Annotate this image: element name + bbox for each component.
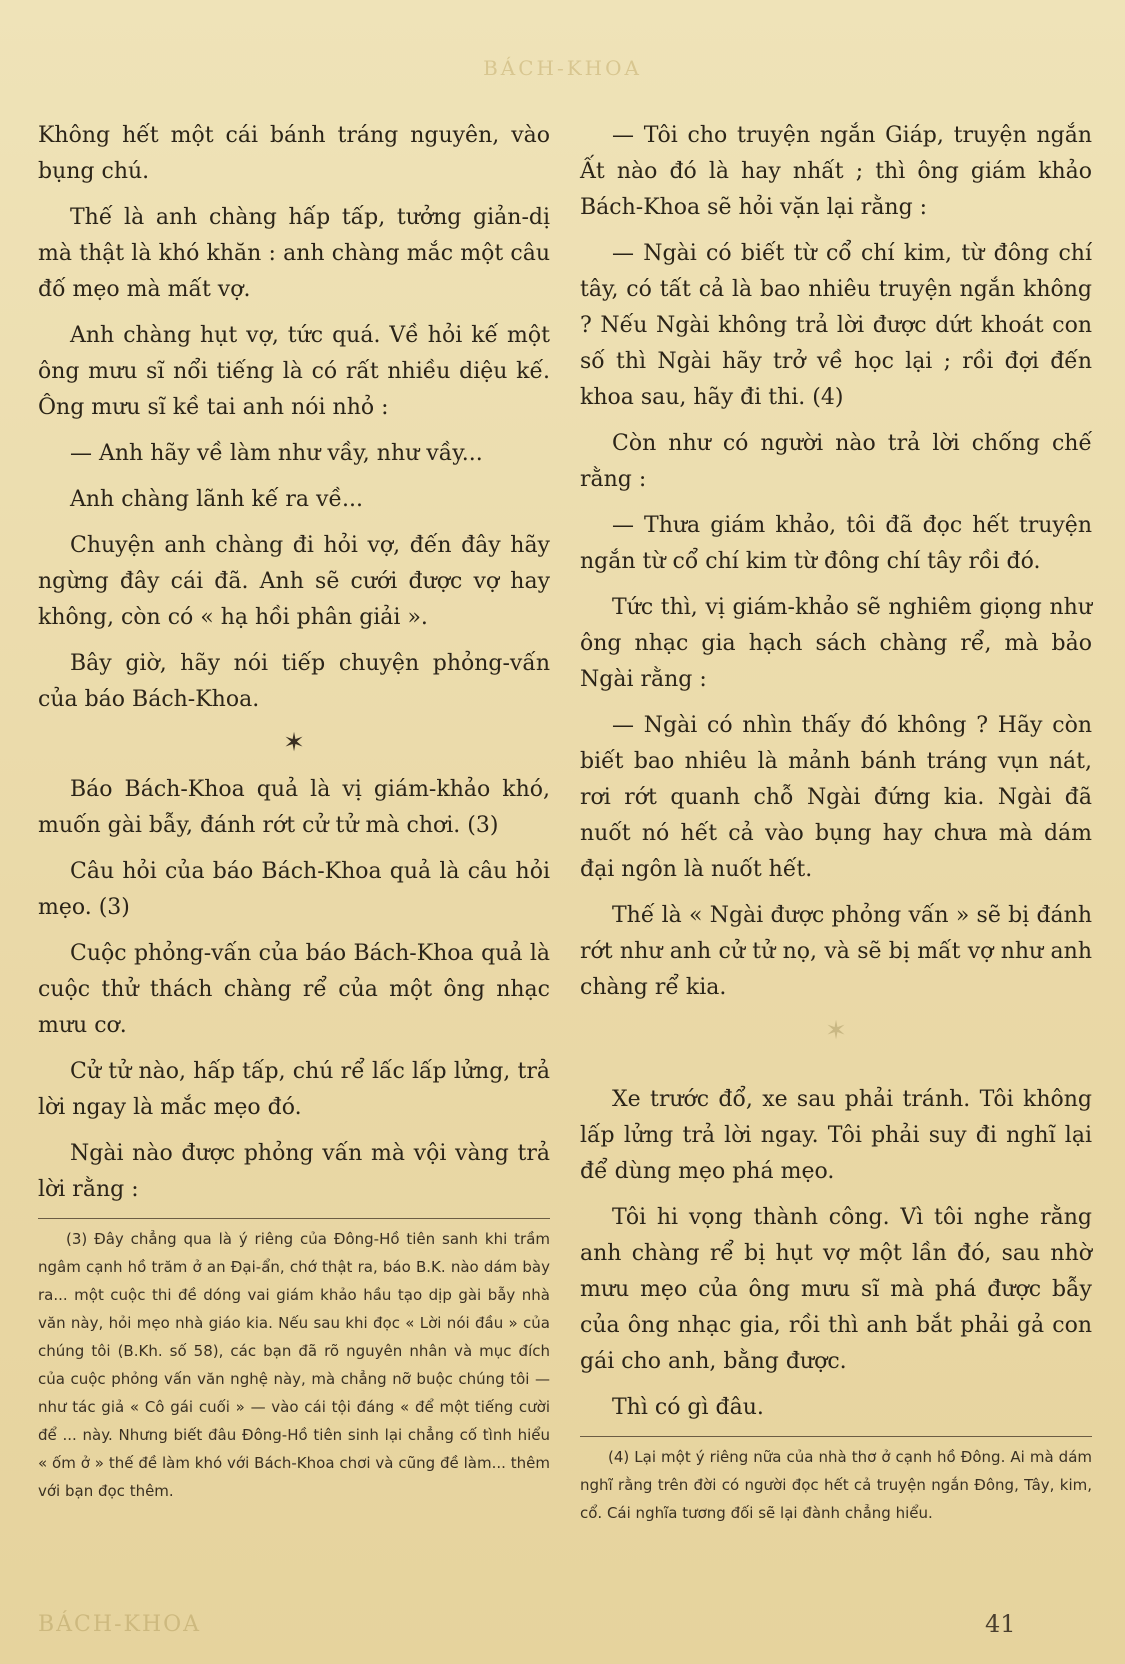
body-paragraph: Cuộc phỏng-vấn của báo Bách-Khoa quả là cuộc thử thách chàng rể của một ông nhạc mưu cơ. <box>38 941 550 1038</box>
body-paragraph: Báo Bách-Khoa quả là vị giám-khảo khó, muốn gài bẫy, đánh rớt cử tử mà chơi. (3) <box>38 777 550 838</box>
body-paragraph: Thế là anh chàng hấp tấp, tưởng giản-dị mà thật là khó khăn : anh chàng mắc một câu đố mẹo mà mất vợ. <box>38 205 550 302</box>
body-paragraph: Còn như có người nào trả lời chống chế rằng : <box>580 431 1092 492</box>
body-paragraph: Chuyện anh chàng đi hỏi vợ, đến đây hãy ngừng đây cái đã. Anh sẽ cưới được vợ hay không, còn có « hạ hồi phân giải ». <box>38 533 550 630</box>
right-column <box>580 118 1092 1527</box>
body-paragraph: — Ngài có biết từ cổ chí kim, từ đông chí tây, có tất cả là bao nhiêu truyện ngắn không ? Nếu Ngài không trả lời được dứt khoát con số thì Ngài hãy trở về học lại ; rồi đợi đến khoa sau, hãy đi thi. (4) <box>580 241 1092 410</box>
body-paragraph: Tức thì, vị giám-khảo sẽ nghiêm giọng như ông nhạc gia hạch sách chàng rể, mà bảo Ngài rằng : <box>580 595 1092 692</box>
section-break-ornament: ✶ <box>283 728 305 758</box>
body-paragraph: Anh chàng hụt vợ, tức quá. Về hỏi kế một ông mưu sĩ nổi tiếng là có rất nhiều diệu kế. Ông mưu sĩ kề tai anh nói nhỏ : <box>38 323 550 420</box>
body-paragraph: Ngài nào được phỏng vấn mà vội vàng trả lời rằng : <box>38 1141 550 1202</box>
footnote-divider <box>580 1436 1092 1437</box>
body-paragraph: Thì có gì đâu. <box>612 1395 764 1420</box>
body-paragraph: Cử tử nào, hấp tấp, chú rể lấc lấp lửng, trả lời ngay là mắc mẹo đó. <box>38 1059 550 1120</box>
body-paragraph: Tôi hi vọng thành công. Vì tôi nghe rằng anh chàng rể bị hụt vợ một lần đó, sau nhờ mưu mẹo của ông mưu sĩ mà phá được bẫy của ông nhạc gia, rồi thì anh bắt phải gả con gái cho anh, bằng được. <box>580 1205 1092 1374</box>
body-paragraph: Xe trước đổ, xe sau phải tránh. Tôi không lấp lửng trả lời ngay. Tôi phải suy đi nghĩ lại để dùng mẹo phá mẹo. <box>580 1087 1092 1184</box>
left-column <box>38 118 550 1505</box>
running-footer: BÁCH-KHOA <box>38 1612 202 1637</box>
spacer <box>580 1060 1092 1082</box>
body-paragraph: Anh chàng lãnh kế ra về... <box>70 487 363 512</box>
body-paragraph: Không hết một cái bánh tráng nguyên, vào bụng chú. <box>38 123 550 184</box>
section-break-ornament: ✶ <box>825 1016 847 1046</box>
footnote-divider <box>38 1218 550 1219</box>
body-paragraph: Thế là « Ngài được phỏng vấn » sẽ bị đánh rớt như anh cử tử nọ, và sẽ bị mất vợ như anh chàng rể kia. <box>580 903 1092 1000</box>
body-paragraph: — Thưa giám khảo, tôi đã đọc hết truyện ngắn từ cổ chí kim từ đông chí tây rồi đó. <box>580 513 1092 574</box>
running-header: BÁCH-KHOA <box>483 56 642 80</box>
body-paragraph: Bây giờ, hãy nói tiếp chuyện phỏng-vấn của báo Bách-Khoa. <box>38 651 550 712</box>
body-paragraph: — Ngài có nhìn thấy đó không ? Hãy còn biết bao nhiêu là mảnh bánh tráng vụn nát, rơi rớt quanh chỗ Ngài đứng kia. Ngài đã nuốt nó hết cả vào bụng hay chưa mà dám đại ngôn là nuốt hết. <box>580 713 1092 882</box>
body-paragraph: — Anh hãy về làm như vầy, như vầy... <box>70 441 483 466</box>
page-number: 41 <box>985 1610 1016 1638</box>
body-paragraph: Câu hỏi của báo Bách-Khoa quả là câu hỏi mẹo. (3) <box>38 859 550 920</box>
footnote-3: (3) Đây chẳng qua là ý riêng của Đông-Hồ tiên sanh khi trầm ngâm cạnh hồ trăm ở an Đại-ẩn, chớ thật ra, báo B.K. nào dám bày ra... một cuộc thi đề dóng vai giám khảo hầu tạo dịp gài bẫy nhà văn này, hỏi mẹo nhà giáo kia. Nếu sau khi đọc « Lời nói đầu » của chúng tôi (B.Kh. số 58), các bạn đã rõ nguyên nhân và mục đích của cuộc phỏng vấn văn nghệ này, mà chẳng nỡ buộc chúng tôi — như tác giả « Cô gái cuối » — vào cái tội đáng « để một tiếng cười để ... này. Nhưng biết đâu Đông-Hồ tiên sinh lại chẳng cố tình hiểu « ốm ở » thế đề làm khó với Bách-Khoa chơi và cũng đề làm... thêm với bạn đọc thêm. <box>38 1230 550 1500</box>
body-paragraph: — Tôi cho truyện ngắn Giáp, truyện ngắn Ất nào đó là hay nhất ; thì ông giám khảo Bách-Khoa sẽ hỏi vặn lại rằng : <box>580 123 1092 220</box>
footnote-4: (4) Lại một ý riêng nữa của nhà thơ ở cạnh hồ Đông. Ai mà dám nghĩ rằng trên đời có người đọc hết cả truyện ngắn Đông, Tây, kim, cổ. Cái nghĩa tương đối sẽ lại đành chẳng hiểu. <box>580 1448 1092 1522</box>
